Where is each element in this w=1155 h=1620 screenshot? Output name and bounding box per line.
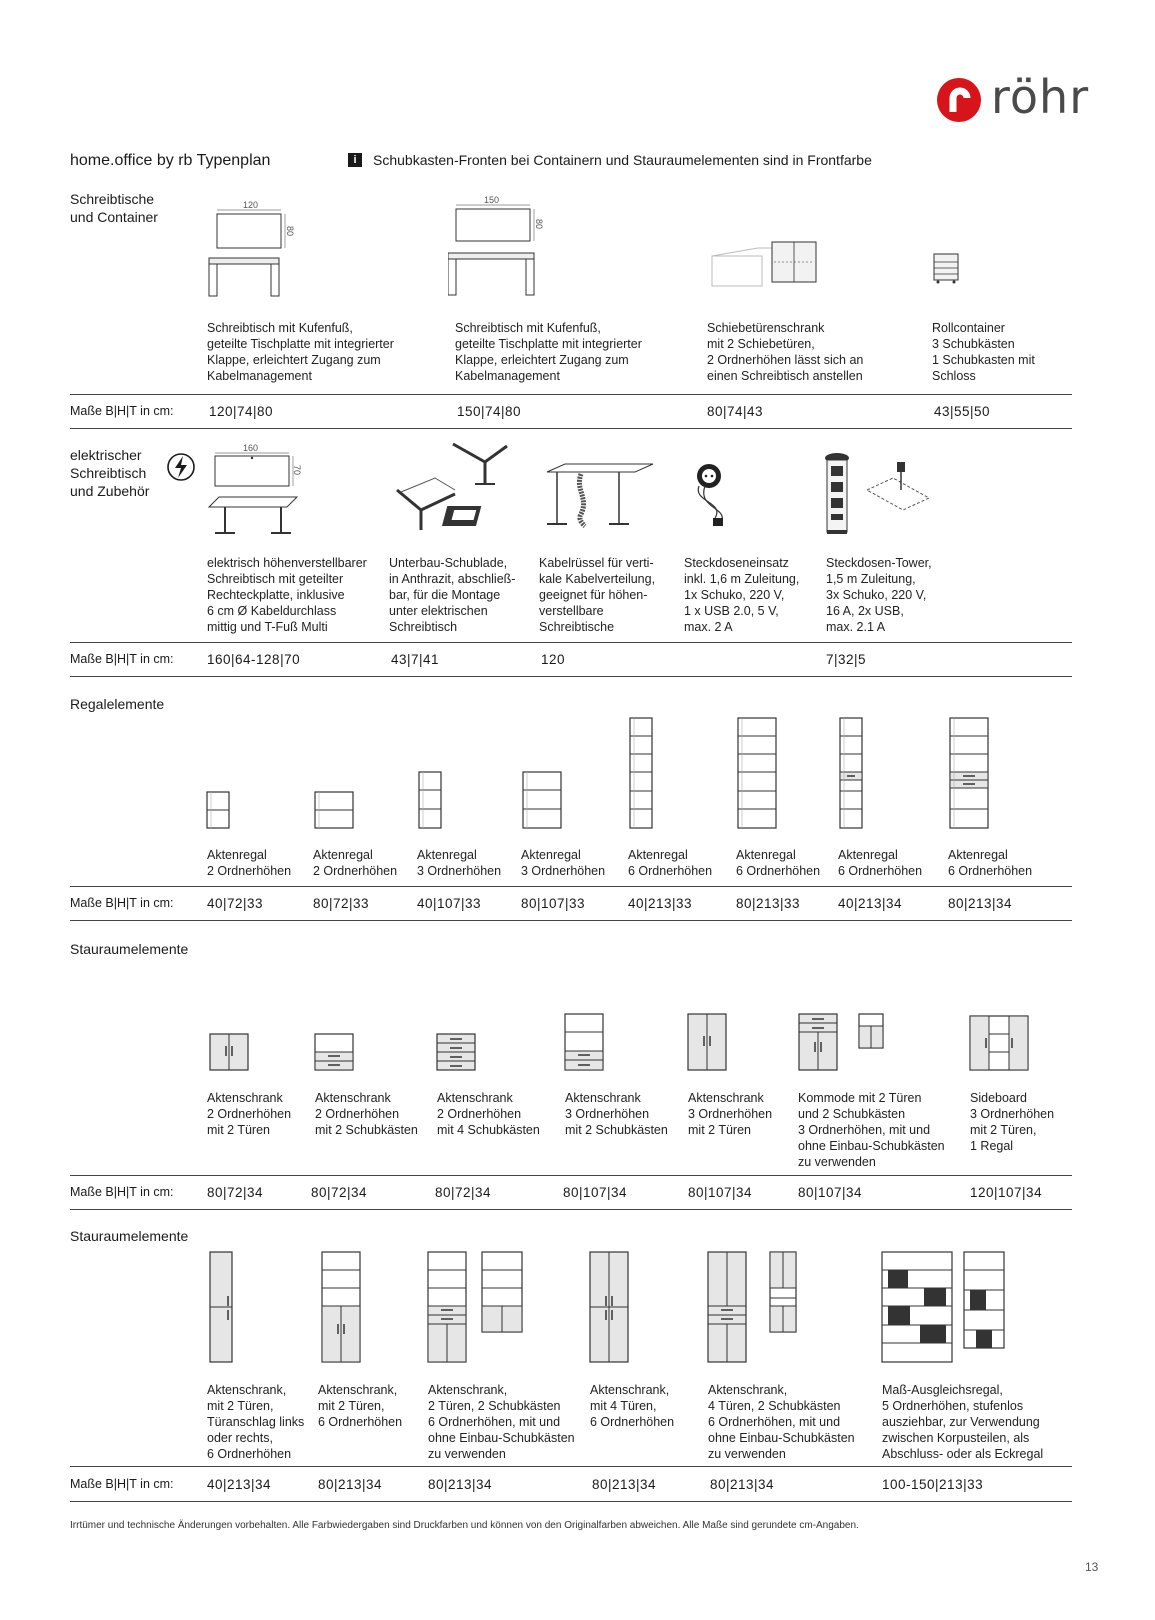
- dims-socket-tower: 7|32|5: [826, 652, 867, 667]
- socket-tower-drawing: [823, 450, 933, 540]
- dims-storage2-3: 80|213|34: [428, 1477, 493, 1492]
- shelf-80-72-drawing: [313, 790, 355, 832]
- dims-storage-2: 80|72|34: [311, 1185, 368, 1200]
- section-title-desks: Schreibtische und Container: [70, 191, 158, 225]
- desc-shelf-4: Aktenregal 3 Ordnerhöhen: [521, 848, 606, 878]
- shelf-40-213-b-drawing: [838, 716, 868, 832]
- cabinet-2-drawers-drawing: [313, 1032, 357, 1074]
- dims-storage-5: 80|107|34: [688, 1185, 753, 1200]
- section-title-electric: elektrischer Schreibtisch und Zubehör: [70, 447, 150, 499]
- desc-sliding-cabinet: Schiebetürenschrank mit 2 Schiebetüren, 2 Ordnerhöhen lässt sich an einen Schreibtisch anstellen: [707, 321, 864, 383]
- dims-electric-desk: 160|64-128|70: [207, 652, 301, 667]
- dims-shelf-2: 80|72|33: [313, 896, 370, 911]
- sideboard-drawing: [968, 1014, 1030, 1074]
- electric-desk-drawing: [205, 443, 305, 543]
- cabinet-2-doors-drawing: [208, 1032, 252, 1074]
- desc-desk-150: Schreibtisch mit Kufenfuß, geteilte Tischplatte mit integrierter Klappe, erleichtert Zugang zum Kabelmanagement: [455, 321, 642, 383]
- dims-desk-150: 150|74|80: [457, 404, 522, 419]
- brand-logo: [935, 70, 1115, 126]
- measure-label: Maße B|H|T in cm:: [70, 1477, 174, 1491]
- section-title-storage-1: Stauraumelemente: [70, 941, 189, 957]
- dims-shelf-7: 40|213|34: [838, 896, 903, 911]
- desc-storage-1: Aktenschrank 2 Ordnerhöhen mit 2 Türen: [207, 1091, 292, 1137]
- desc-electric-desk: elektrisch höhenverstellbarer Schreibtisch mit geteilter Rechteckplatte, inklusive 6 cm Ø Kabeldurchlass mittig und T-Fuß Multi: [207, 556, 367, 634]
- shelf-40-72-drawing: [205, 790, 235, 832]
- dims-storage-7: 120|107|34: [970, 1185, 1043, 1200]
- measure-label: Maße B|H|T in cm:: [70, 652, 174, 666]
- measure-label: Maße B|H|T in cm:: [70, 404, 174, 418]
- tall-cabinet-4-doors-drawing: [588, 1250, 632, 1366]
- desc-storage2-6: Maß-Ausgleichsregal, 5 Ordnerhöhen, stufenlos ausziehbar, zur Verwendung zwischen Korpusteilen, als Abschluss- oder als Eckregal: [882, 1383, 1044, 1461]
- desc-storage-7: Sideboard 3 Ordnerhöhen mit 2 Türen, 1 Regal: [970, 1091, 1055, 1153]
- dims-shelf-6: 80|213|33: [736, 896, 801, 911]
- desc-storage-2: Aktenschrank 2 Ordnerhöhen mit 2 Schubkästen: [315, 1091, 418, 1137]
- electric-desk-depth-label: 70: [292, 465, 302, 476]
- info-icon: i: [348, 153, 362, 167]
- dims-shelf-4: 80|107|33: [521, 896, 586, 911]
- desc-storage2-2: Aktenschrank, mit 2 Türen, 6 Ordnerhöhen: [318, 1383, 403, 1429]
- desk-120-drawing: [205, 200, 305, 305]
- dims-desk-120: 120|74|80: [209, 404, 274, 419]
- dims-shelf-5: 40|213|33: [628, 896, 693, 911]
- cabinet-3-heights-2-doors-drawing: [686, 1012, 730, 1074]
- header-note: Schubkasten-Fronten bei Containern und Stauraumelementen sind in Frontfarbe: [373, 152, 872, 168]
- sliding-door-cabinet-drawing: [710, 238, 820, 293]
- page-number: 13: [1085, 1560, 1099, 1574]
- dims-storage2-2: 80|213|34: [318, 1477, 383, 1492]
- roll-container-drawing: [932, 252, 962, 284]
- divider: [70, 428, 1072, 429]
- shelf-40-107-drawing: [417, 770, 447, 832]
- desc-storage2-3: Aktenschrank, 2 Türen, 2 Schubkästen 6 Ordnerhöhen, mit und ohne Einbau-Schubkästen zu verwenden: [428, 1383, 575, 1461]
- desc-storage-5: Aktenschrank 3 Ordnerhöhen mit 2 Türen: [688, 1091, 773, 1137]
- dims-roll-container: 43|55|50: [934, 404, 991, 419]
- divider: [70, 920, 1072, 921]
- dims-storage2-5: 80|213|34: [710, 1477, 775, 1492]
- tall-cabinet-4-doors-drawers-drawing: [706, 1250, 806, 1366]
- desk-120-depth-label: 80: [285, 226, 295, 237]
- shelf-80-213-a-drawing: [736, 716, 778, 832]
- desc-desk-120: Schreibtisch mit Kufenfuß, geteilte Tischplatte mit integrierter Klappe, erleichtert Zugang zum Kabelmanagement: [207, 321, 394, 383]
- divider: [70, 1466, 1072, 1467]
- chest-of-drawers-drawing: [797, 1012, 887, 1074]
- dims-storage-1: 80|72|34: [207, 1185, 264, 1200]
- desc-shelf-6: Aktenregal 6 Ordnerhöhen: [736, 848, 821, 878]
- dims-storage-4: 80|107|34: [563, 1185, 628, 1200]
- socket-insert-drawing: [685, 462, 735, 532]
- section-title-shelves: Regalelemente: [70, 696, 165, 712]
- divider: [70, 1175, 1072, 1176]
- dims-storage2-6: 100-150|213|33: [882, 1477, 984, 1492]
- divider: [70, 1209, 1072, 1210]
- desc-socket-tower: Steckdosen-Tower, 1,5 m Zuleitung, 3x Schuko, 220 V, 16 A, 2x USB, max. 2.1 A: [826, 556, 932, 634]
- divider: [70, 642, 1072, 643]
- measure-label: Maße B|H|T in cm:: [70, 896, 174, 910]
- desc-socket-insert: Steckdoseneinsatz inkl. 1,6 m Zuleitung, 1x Schuko, 220 V, 1 x USB 2.0, 5 V, max. 2 A: [684, 556, 800, 634]
- electric-bolt-icon: [166, 452, 196, 482]
- dims-storage2-1: 40|213|34: [207, 1477, 272, 1492]
- measure-label: Maße B|H|T in cm:: [70, 1185, 174, 1199]
- desc-shelf-7: Aktenregal 6 Ordnerhöhen: [838, 848, 923, 878]
- dims-storage2-4: 80|213|34: [592, 1477, 657, 1492]
- desc-storage-3: Aktenschrank 2 Ordnerhöhen mit 4 Schubkästen: [437, 1091, 540, 1137]
- dims-shelf-8: 80|213|34: [948, 896, 1013, 911]
- desc-storage2-4: Aktenschrank, mit 4 Türen, 6 Ordnerhöhen: [590, 1383, 675, 1429]
- desc-roll-container: Rollcontainer 3 Schubkästen 1 Schubkasten mit Schloss: [932, 321, 1035, 383]
- page-title: home.office by rb Typenplan: [70, 152, 271, 169]
- desc-shelf-8: Aktenregal 6 Ordnerhöhen: [948, 848, 1033, 878]
- footer-disclaimer: Irrtümer und technische Änderungen vorbehalten. Alle Farbwiedergaben sind Druckfarben und können von den Originalfarben abweichen. Alle Maße sind gerundete cm-Angaben.: [70, 1520, 859, 1531]
- desc-storage-6: Kommode mit 2 Türen und 2 Schubkästen 3 Ordnerhöhen, mit und ohne Einbau-Schubkästen zu verwenden: [798, 1091, 945, 1169]
- under-desk-drawer-drawing: [395, 440, 515, 540]
- desk-120-width-label: 120: [243, 200, 259, 210]
- desc-cable-spine: Kabelrüssel für verti- kale Kabelverteilung, geeignet für höhen- verstellbare Schreibtische: [539, 556, 656, 634]
- dims-storage-6: 80|107|34: [798, 1185, 863, 1200]
- cable-spine-drawing: [545, 462, 655, 532]
- roehr-logo-icon: [935, 76, 983, 124]
- dims-cable-spine: 120: [541, 652, 566, 667]
- desc-shelf-1: Aktenregal 2 Ordnerhöhen: [207, 848, 292, 878]
- desc-storage2-5: Aktenschrank, 4 Türen, 2 Schubkästen 6 Ordnerhöhen, mit und ohne Einbau-Schubkästen zu verwenden: [708, 1383, 855, 1461]
- section-title-storage-2: Stauraumelemente: [70, 1228, 189, 1244]
- divider: [70, 394, 1072, 395]
- brand-name: röhr: [991, 70, 1090, 124]
- dims-under-desk-drawer: 43|7|41: [391, 652, 440, 667]
- dims-storage-3: 80|72|34: [435, 1185, 492, 1200]
- desc-storage2-1: Aktenschrank, mit 2 Türen, Türanschlag links oder rechts, 6 Ordnerhöhen: [207, 1383, 305, 1461]
- divider: [70, 676, 1072, 677]
- tall-cabinet-40-drawing: [208, 1250, 238, 1366]
- cabinet-3-heights-2-drawers-drawing: [563, 1012, 607, 1074]
- desc-under-desk-drawer: Unterbau-Schublade, in Anthrazit, abschließ- bar, für die Montage unter elektrischen Schreibtisch: [389, 556, 516, 634]
- desk-150-width-label: 150: [484, 195, 500, 205]
- electric-desk-width-label: 160: [243, 443, 259, 453]
- dims-shelf-3: 40|107|33: [417, 896, 482, 911]
- desc-shelf-2: Aktenregal 2 Ordnerhöhen: [313, 848, 398, 878]
- adjustable-shelf-drawing: [880, 1250, 1010, 1366]
- desc-storage-4: Aktenschrank 3 Ordnerhöhen mit 2 Schubkästen: [565, 1091, 668, 1137]
- tall-cabinet-2-doors-drawing: [320, 1250, 364, 1366]
- cabinet-4-drawers-drawing: [435, 1032, 479, 1074]
- dims-shelf-1: 40|72|33: [207, 896, 264, 911]
- desc-shelf-5: Aktenregal 6 Ordnerhöhen: [628, 848, 713, 878]
- divider: [70, 886, 1072, 887]
- shelf-80-107-drawing: [521, 770, 563, 832]
- desc-shelf-3: Aktenregal 3 Ordnerhöhen: [417, 848, 502, 878]
- divider: [70, 1501, 1072, 1502]
- shelf-80-213-b-drawing: [948, 716, 990, 832]
- desk-150-drawing: [448, 195, 548, 305]
- desk-150-depth-label: 80: [534, 219, 544, 230]
- tall-cabinet-doors-drawers-drawing: [426, 1250, 526, 1366]
- shelf-40-213-a-drawing: [628, 716, 658, 832]
- dims-sliding-cabinet: 80|74|43: [707, 404, 764, 419]
